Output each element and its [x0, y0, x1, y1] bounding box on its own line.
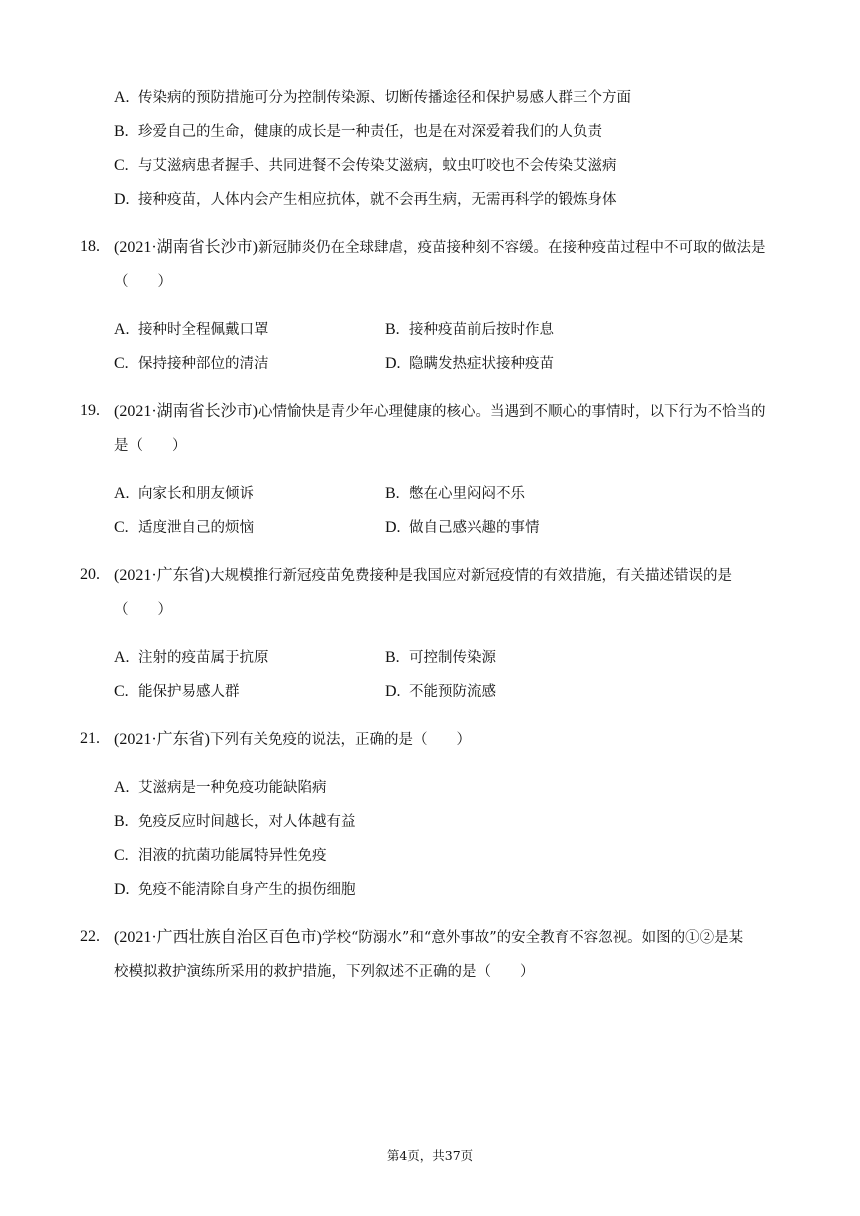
q21-option-b: B. 免疫反应时间越长，对人体越有益 — [114, 813, 356, 830]
q21-option-a: A. 艾滋病是一种免疫功能缺陷病 — [114, 779, 327, 796]
q19-option-d: D. 做自己感兴趣的事情 — [385, 519, 540, 536]
q17-option-d: D. 接种疫苗，人体内会产生相应抗体，就不会再生病，无需再科学的锻炼身体 — [114, 191, 617, 208]
q19-stem-continued: 是（ ） — [114, 438, 187, 454]
question-number: 22. — [80, 928, 100, 945]
q18-option-b: B. 接种疫苗前后按时作息 — [385, 321, 554, 338]
question-number: 20. — [80, 566, 100, 583]
q19-option-a: A. 向家长和朋友倾诉 — [114, 485, 254, 502]
q20-stem: (2021·广东省)大规模推行新冠疫苗免费接种是我国应对新冠疫情的有效措施，有关描述错误的是 — [114, 567, 732, 584]
question-number: 18. — [80, 238, 100, 255]
q20-option-a: A. 注射的疫苗属于抗原 — [114, 649, 269, 666]
q22-stem: (2021·广西壮族自治区百色市)学校“防溺水”和“意外事故”的安全教育不容忽视。如图的①②是某 — [114, 929, 744, 946]
q19-option-b: B. 憋在心里闷闷不乐 — [385, 485, 525, 502]
q21-option-d: D. 免疫不能清除自身产生的损伤细胞 — [114, 881, 356, 898]
q20-option-d: D. 不能预防流感 — [385, 683, 496, 700]
q17-option-a: A. 传染病的预防措施可分为控制传染源、切断传播途径和保护易感人群三个方面 — [114, 89, 631, 106]
question-number: 21. — [80, 730, 100, 747]
q18-option-c: C. 保持接种部位的清洁 — [114, 355, 269, 372]
q17-option-c: C. 与艾滋病患者握手、共同进餐不会传染艾滋病，蚊虫叮咬也不会传染艾滋病 — [114, 157, 617, 174]
q19-option-c: C. 适度泄自己的烦恼 — [114, 519, 254, 536]
q18-option-d: D. 隐瞒发热症状接种疫苗 — [385, 355, 554, 372]
q19-stem: (2021·湖南省长沙市)心情愉快是青少年心理健康的核心。当遇到不顺心的事情时，以下行为不恰当的 — [114, 403, 766, 420]
page-footer: 第4页，共37页 — [386, 1148, 474, 1163]
q20-option-c: C. 能保护易感人群 — [114, 683, 240, 700]
q21-stem: (2021·广东省)下列有关免疫的说法，正确的是（ ） — [114, 731, 471, 748]
q20-option-b: B. 可控制传染源 — [385, 649, 496, 666]
q22-stem-continued: 校模拟救护演练所采用的救护措施，下列叙述不正确的是（ ） — [114, 964, 535, 980]
q18-stem: (2021·湖南省长沙市)新冠肺炎仍在全球肆虐，疫苗接种刻不容缓。在接种疫苗过程中不可取的做法是 — [114, 239, 766, 256]
q21-option-c: C. 泪液的抗菌功能属特异性免疫 — [114, 847, 327, 864]
q20-answer-blank: （ ） — [114, 602, 172, 618]
q17-option-b: B. 珍爱自己的生命，健康的成长是一种责任，也是在对深爱着我们的人负责 — [114, 123, 602, 140]
q18-option-a: A. 接种时全程佩戴口罩 — [114, 321, 269, 338]
q18-answer-blank: （ ） — [114, 274, 172, 290]
question-number: 19. — [80, 402, 100, 419]
